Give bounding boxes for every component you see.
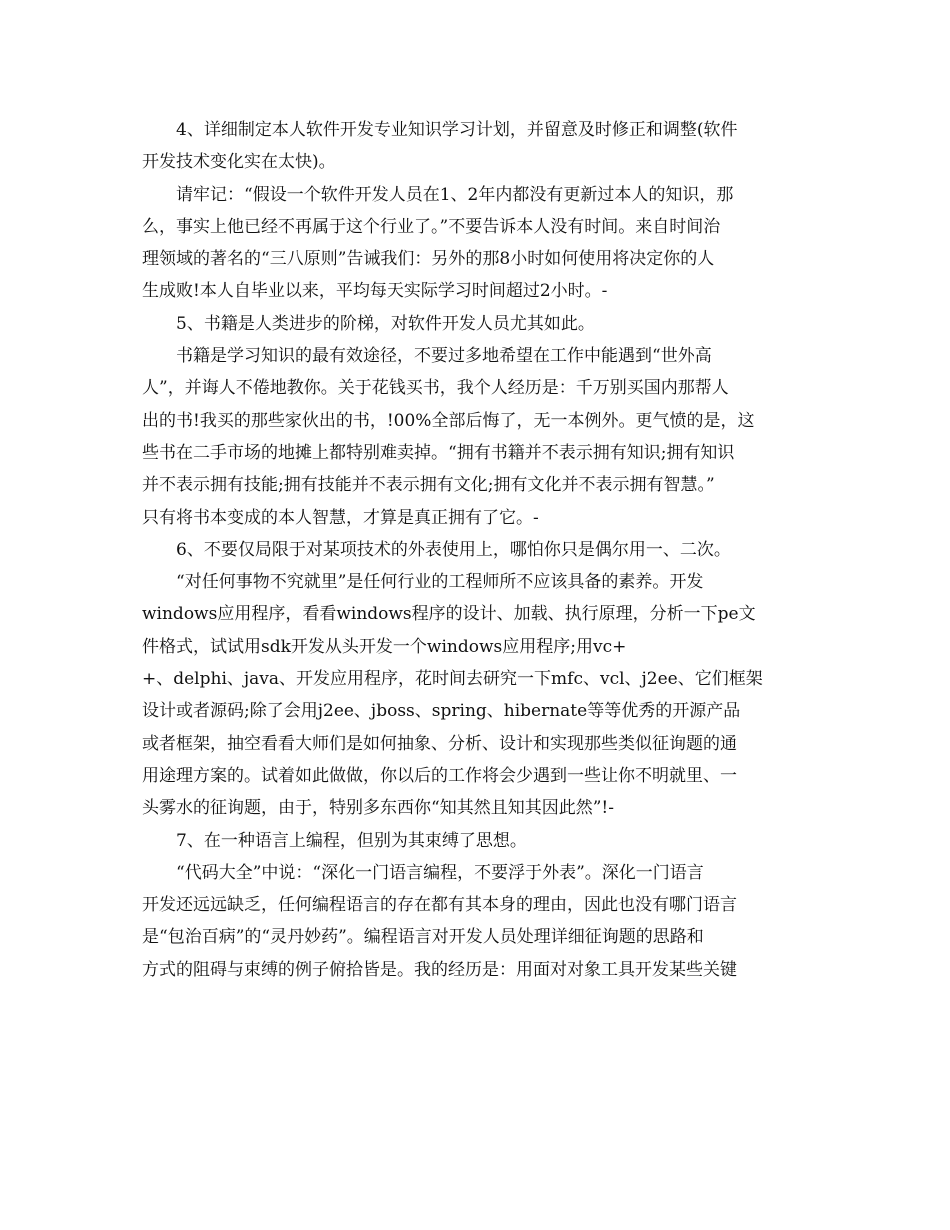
text-line: 人”，并诲人不倦地教你。关于花钱买书，我个人经历是：千万别买国内那帮人: [142, 378, 729, 399]
text-line: “代码大全”中说：“深化一门语言编程，不要浮于外表”。深化一门语言: [176, 862, 704, 883]
text-line: 是“包治百病”的“灵丹妙药”。编程语言对开发人员处理详细征询题的思路和: [142, 927, 704, 948]
text-line: 只有将书本变成的本人智慧，才算是真正拥有了它。-: [142, 507, 539, 528]
text-line: “对任何事物不究就里”是任何行业的工程师所不应该具备的素养。开发: [176, 572, 704, 593]
text-line: 或者框架，抽空看看大师们是如何抽象、分析、设计和实现那些类似征询题的通: [142, 733, 737, 754]
text-line: 开发技术变化实在太快)。: [142, 152, 336, 173]
text-line: 4、详细制定本人软件开发专业知识学习计划，并留意及时修正和调整(软件: [176, 120, 738, 140]
text-line: 请牢记：“假设一个软件开发人员在1、2年内都没有更新过本人的知识，那: [176, 184, 734, 205]
text-line: 头雾水的征询题，由于，特别多东西你“知其然且知其因此然”!-: [142, 798, 614, 819]
text-line: 些书在二手市场的地摊上都特别难卖掉。“拥有书籍并不表示拥有知识;拥有知识: [142, 442, 735, 463]
text-line: 开发还远远缺乏，任何编程语言的存在都有其本身的理由，因此也没有哪门语言: [142, 895, 737, 916]
text-line: 书籍是学习知识的最有效途径，不要过多地希望在工作中能遇到“世外高: [176, 346, 712, 367]
text-line: 7、在一种语言上编程，但别为其束缚了思想。: [176, 830, 527, 851]
text-line: 件格式，试试用sdk开发从头开发一个windows应用程序;用vc+: [142, 636, 627, 657]
text-line: windows应用程序，看看windows程序的设计、加载、执行原理，分析一下pe文: [142, 604, 756, 625]
text-line: 5、书籍是人类进步的阶梯，对软件开发人员尤其如此。: [176, 313, 595, 334]
text-line: 方式的阻碍与束缚的例子俯拾皆是。我的经历是：用面对对象工具开发某些关键: [142, 959, 737, 980]
text-line: +、delphi、java、开发应用程序，花时间去研究一下mfc、vcl、j2ee、它们框架: [142, 669, 763, 690]
document-body: [142, 114, 810, 986]
text-line: 用途理方案的。试着如此做做，你以后的工作将会少遇到一些让你不明就里、一: [142, 765, 737, 786]
text-line: 理领域的著名的“三八原则”告诫我们：另外的那8小时如何使用将决定你的人: [142, 249, 715, 270]
text-line: 设计或者源码;除了会用j2ee、jboss、spring、hibernate等等优秀的开源产品: [142, 701, 741, 722]
text-line: 6、不要仅局限于对某项技术的外表使用上，哪怕你只是偶尔用一、二次。: [176, 539, 731, 560]
text-line: 出的书!我买的那些家伙出的书，!00%全部后悔了，无一本例外。更气愤的是，这: [142, 410, 755, 431]
text-line: 生成败!本人自毕业以来，平均每天实际学习时间超过2小时。-: [142, 281, 608, 302]
text-line: 并不表示拥有技能;拥有技能并不表示拥有文化;拥有文化并不表示拥有智慧。”: [142, 475, 715, 496]
text-line: 么，事实上他已经不再属于这个行业了。”不要告诉本人没有时间。来自时间治: [142, 216, 721, 237]
